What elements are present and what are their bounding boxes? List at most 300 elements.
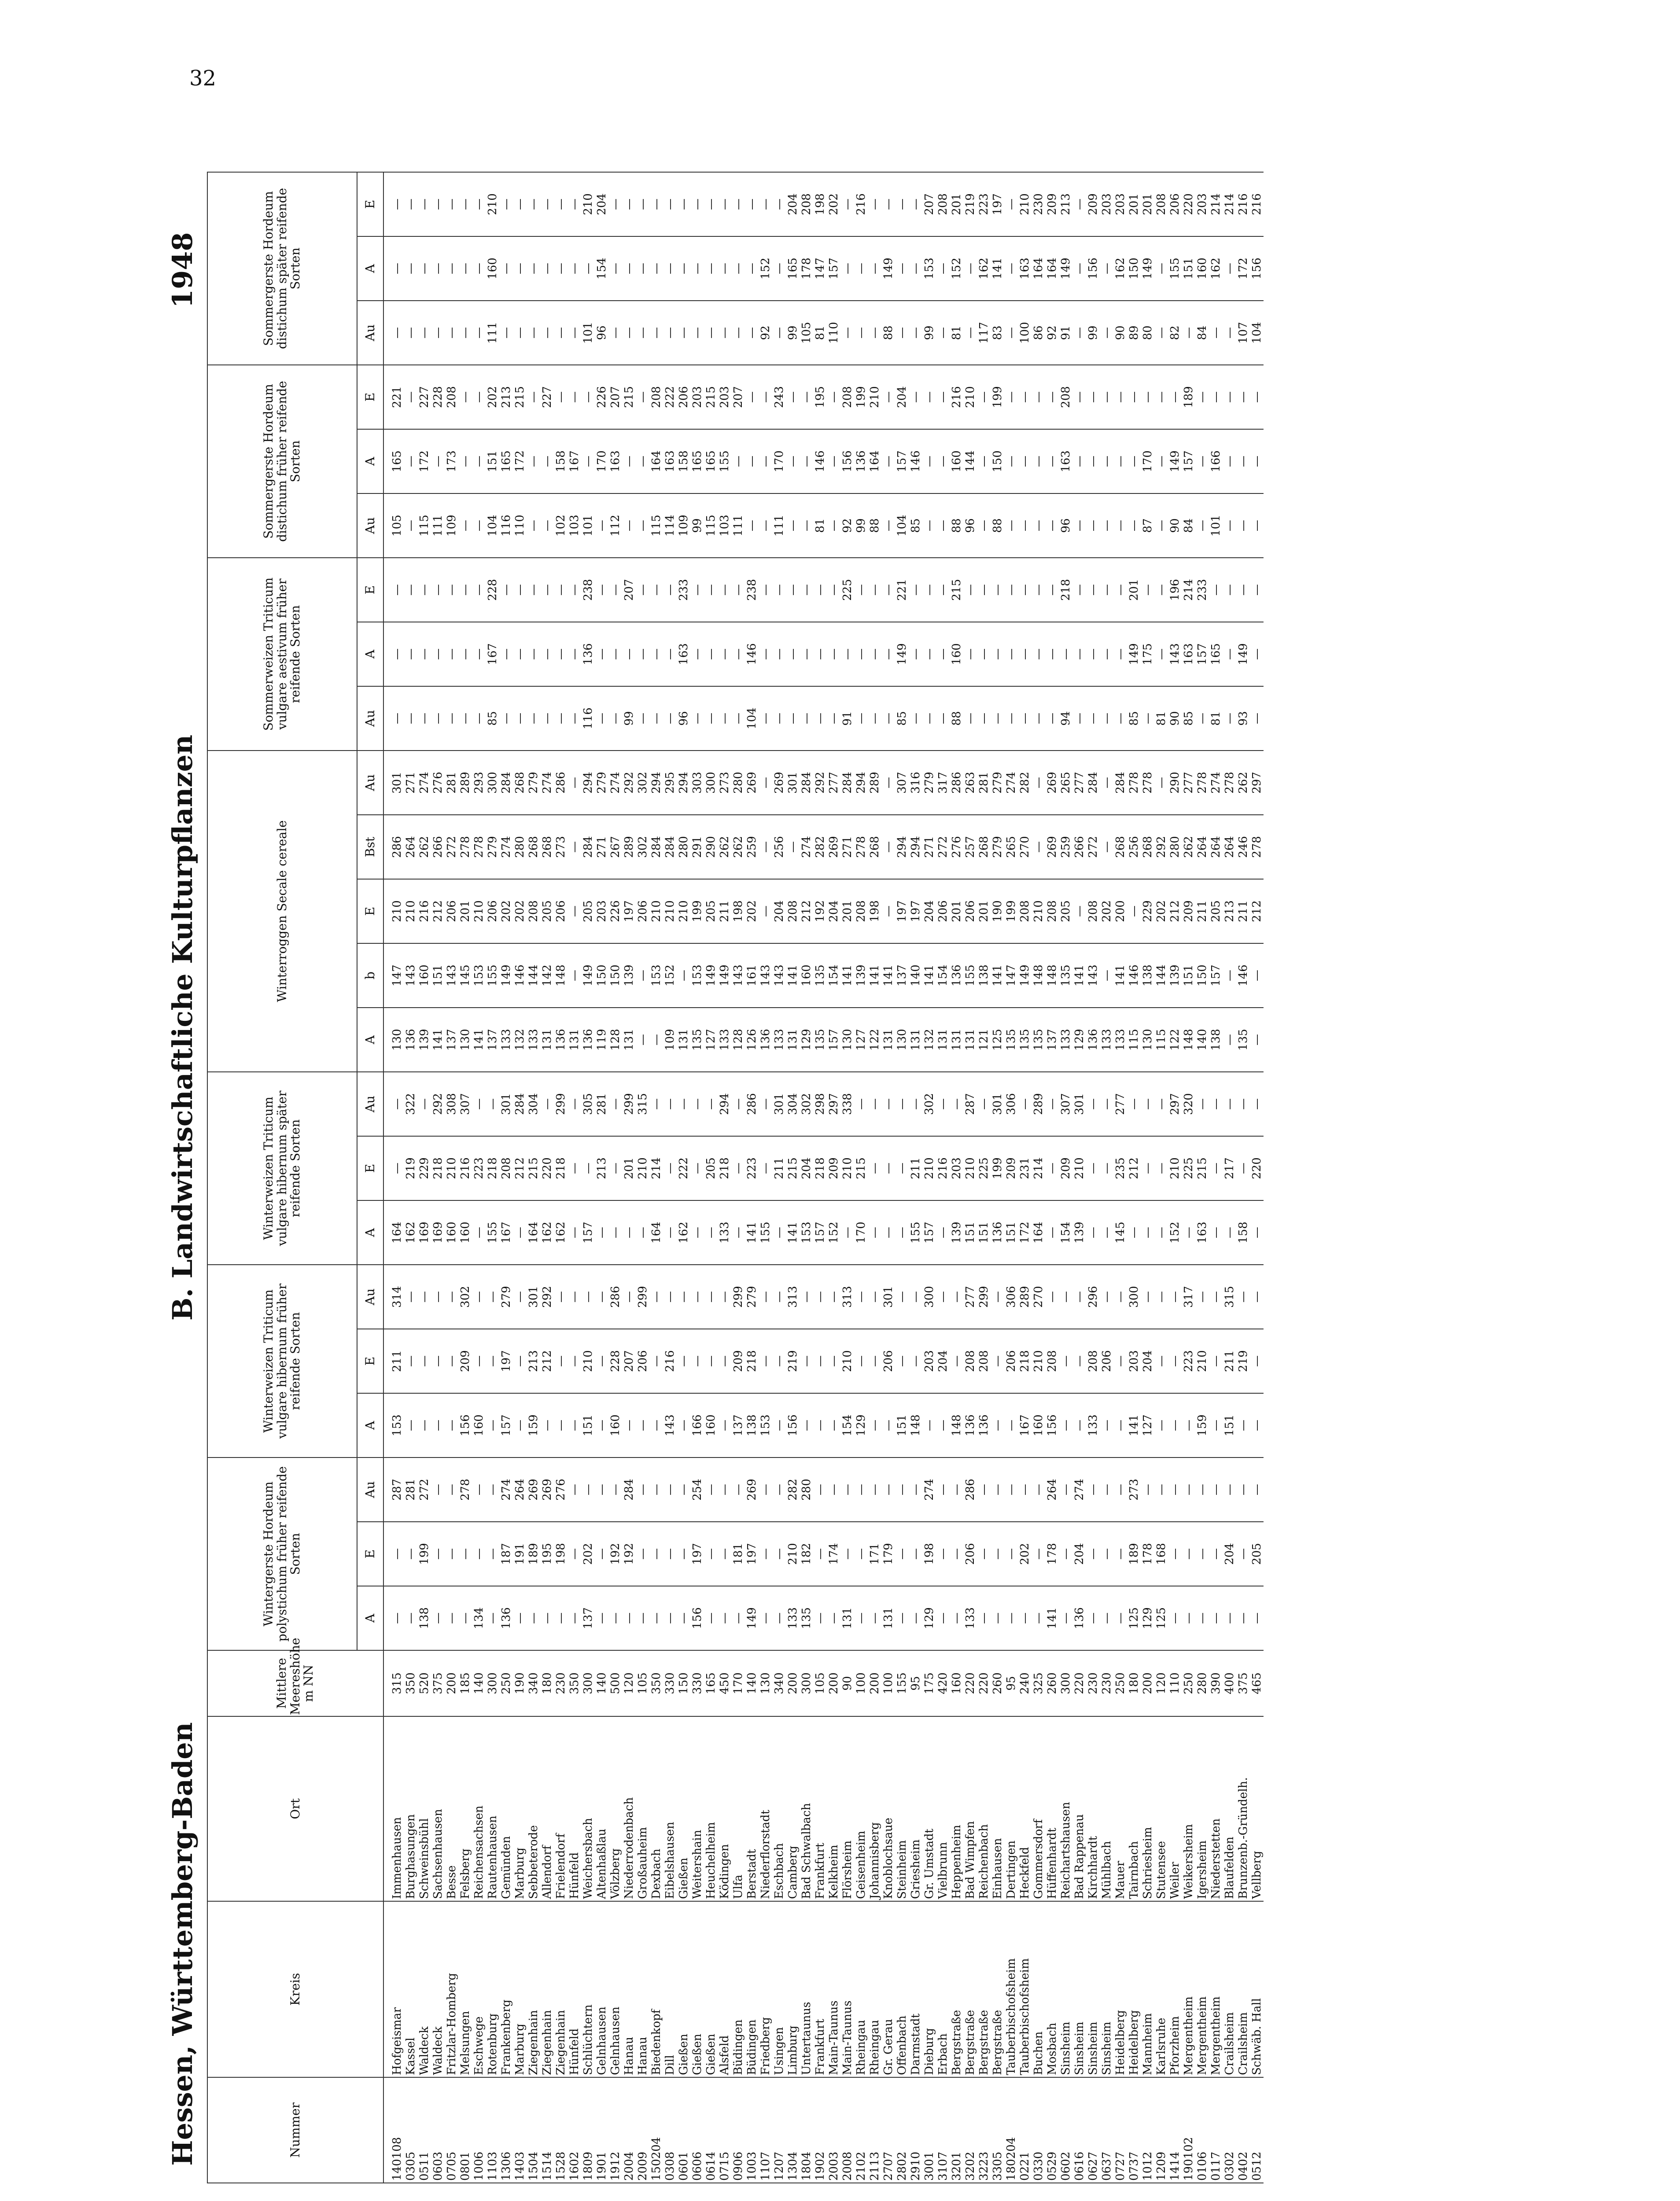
- cell-value: —: [1018, 686, 1032, 751]
- cell-value: —: [1154, 1393, 1168, 1458]
- cell-hoehe: 390: [1209, 1650, 1223, 1716]
- cell-hoehe: 185: [458, 1650, 472, 1716]
- cell-value: —: [581, 1136, 595, 1200]
- cell-value: —: [1113, 1393, 1127, 1458]
- cell-value: —: [567, 1200, 581, 1265]
- cell-value: 307: [1059, 1072, 1072, 1136]
- cell-nummer: 2113: [868, 2077, 881, 2183]
- cell-value: 243: [772, 365, 786, 429]
- cell-value: 197: [745, 1522, 759, 1586]
- cell-value: —: [813, 1586, 827, 1650]
- cell-value: —: [950, 1586, 963, 1650]
- cell-value: —: [1100, 1072, 1113, 1136]
- cell-value: 145: [458, 943, 472, 1008]
- cell-value: 299: [622, 1072, 636, 1136]
- cell-value: 286: [608, 1265, 622, 1329]
- cell-value: 212: [1127, 1136, 1141, 1200]
- cell-value: 206: [1168, 172, 1182, 236]
- cell-value: 210: [677, 879, 690, 943]
- cell-value: —: [922, 1393, 936, 1458]
- cell-value: —: [840, 172, 854, 236]
- cell-value: —: [663, 1265, 677, 1329]
- cell-value: 274: [1004, 751, 1018, 815]
- cell-value: —: [772, 1458, 786, 1522]
- cell-value: —: [1195, 429, 1209, 493]
- sub-col: Au: [357, 1458, 383, 1522]
- table-row: [772, 172, 786, 2183]
- cell-nummer: 1306: [499, 2077, 513, 2183]
- sub-col: Au: [357, 751, 383, 815]
- cell-value: —: [759, 622, 772, 686]
- cell-value: —: [1004, 686, 1018, 751]
- cell-value: 140: [1195, 1008, 1209, 1072]
- cell-value: 195: [813, 365, 827, 429]
- cell-value: 220: [540, 1136, 554, 1200]
- cell-value: 141: [840, 943, 854, 1008]
- cell-value: 163: [677, 622, 690, 686]
- cell-value: 205: [1209, 879, 1223, 943]
- cell-value: 206: [936, 879, 950, 943]
- cell-value: 297: [1168, 1072, 1182, 1136]
- cell-value: 208: [936, 172, 950, 236]
- cell-value: —: [1195, 1458, 1209, 1522]
- cell-value: —: [417, 1265, 431, 1329]
- cell-value: —: [1059, 1393, 1072, 1458]
- cell-value: —: [472, 493, 486, 558]
- cell-value: 197: [895, 879, 909, 943]
- cell-value: —: [731, 429, 745, 493]
- cell-value: 210: [383, 879, 404, 943]
- cell-value: —: [527, 493, 540, 558]
- cell-value: 90: [1168, 686, 1182, 751]
- col-kreis: Kreis: [207, 1901, 383, 2077]
- cell-value: 205: [540, 879, 554, 943]
- cell-value: 162: [404, 1200, 417, 1265]
- cell-value: 150: [1195, 943, 1209, 1008]
- table-row: [445, 172, 458, 2183]
- cell-value: 92: [759, 301, 772, 365]
- cell-value: —: [1086, 686, 1100, 751]
- cell-value: —: [649, 1008, 663, 1072]
- cell-value: 150: [991, 429, 1004, 493]
- cell-nummer: 1809: [581, 2077, 595, 2183]
- cell-value: —: [608, 686, 622, 751]
- cell-kreis: Mannheim: [1141, 1901, 1154, 2077]
- cell-value: —: [813, 1458, 827, 1522]
- cell-value: —: [431, 301, 445, 365]
- cell-value: —: [772, 622, 786, 686]
- table-row: [527, 172, 540, 2183]
- cell-value: 292: [431, 1072, 445, 1136]
- cell-value: —: [881, 815, 895, 879]
- cell-value: 273: [554, 815, 567, 879]
- cell-kreis: Schwäb. Hall: [1250, 1901, 1264, 2077]
- cell-value: —: [527, 429, 540, 493]
- cell-value: 207: [731, 365, 745, 429]
- cell-value: 116: [581, 686, 595, 751]
- cell-value: —: [540, 493, 554, 558]
- cell-value: 137: [581, 1586, 595, 1650]
- cell-value: —: [895, 1072, 909, 1136]
- cell-value: —: [868, 558, 881, 622]
- cell-value: 131: [840, 1586, 854, 1650]
- cell-kreis: Crailsheim: [1223, 1901, 1236, 2077]
- cell-kreis: Fritzlar-Homberg: [445, 1901, 458, 2077]
- cell-value: 141: [881, 943, 895, 1008]
- cell-value: —: [608, 622, 622, 686]
- table-row: [977, 172, 991, 2183]
- cell-value: —: [1004, 172, 1018, 236]
- cell-value: 189: [527, 1522, 540, 1586]
- cell-nummer: 3223: [977, 2077, 991, 2183]
- cell-ort: Großauheim: [636, 1716, 649, 1901]
- cell-value: 210: [404, 879, 417, 943]
- cell-value: —: [922, 558, 936, 622]
- cell-value: 259: [745, 815, 759, 879]
- cell-value: 211: [718, 879, 731, 943]
- cell-value: —: [1236, 1136, 1250, 1200]
- cell-value: 215: [950, 558, 963, 622]
- cell-value: 86: [1032, 301, 1045, 365]
- cell-kreis: Heidelberg: [1113, 1901, 1127, 2077]
- cell-value: 204: [936, 1329, 950, 1393]
- cell-value: —: [881, 1072, 895, 1136]
- cell-value: —: [895, 172, 909, 236]
- cell-value: —: [472, 172, 486, 236]
- sub-col: A: [357, 1200, 383, 1265]
- cell-value: 271: [922, 815, 936, 879]
- cell-value: 203: [690, 365, 704, 429]
- cell-kreis: Main-Taunus: [827, 1901, 840, 2077]
- cell-value: 152: [759, 236, 772, 301]
- cell-value: —: [1223, 1458, 1236, 1522]
- cell-value: 201: [1127, 172, 1141, 236]
- table-row: [1250, 172, 1264, 2183]
- cell-value: —: [417, 1072, 431, 1136]
- table-row: [1045, 172, 1059, 2183]
- cell-value: —: [827, 1458, 840, 1522]
- cell-value: 206: [1004, 1329, 1018, 1393]
- cell-value: —: [881, 172, 895, 236]
- cell-value: —: [895, 1136, 909, 1200]
- cell-value: 212: [799, 879, 813, 943]
- cell-value: —: [383, 1586, 404, 1650]
- cell-value: 135: [813, 943, 827, 1008]
- cell-value: 111: [772, 493, 786, 558]
- cell-value: —: [567, 1586, 581, 1650]
- cell-value: 274: [608, 751, 622, 815]
- cell-value: 96: [595, 301, 608, 365]
- cell-value: —: [950, 1072, 963, 1136]
- cell-value: —: [868, 301, 881, 365]
- cell-kreis: Hünfeld: [567, 1901, 581, 2077]
- table-row: [636, 172, 649, 2183]
- cell-value: —: [690, 1329, 704, 1393]
- cell-value: 133: [1059, 1008, 1072, 1072]
- cell-value: 96: [963, 493, 977, 558]
- cell-value: 313: [786, 1265, 799, 1329]
- cell-kreis: Rheingau: [868, 1901, 881, 2077]
- sub-col: E: [357, 1136, 383, 1200]
- cell-value: 215: [513, 365, 527, 429]
- cell-value: —: [527, 1586, 540, 1650]
- cell-value: —: [595, 1200, 608, 1265]
- cell-value: 204: [895, 365, 909, 429]
- cell-value: 136: [554, 1008, 567, 1072]
- cell-value: —: [1154, 429, 1168, 493]
- cell-value: —: [636, 365, 649, 429]
- cell-value: 225: [977, 1136, 991, 1200]
- cell-value: 207: [922, 172, 936, 236]
- cell-value: —: [1018, 1072, 1032, 1136]
- cell-value: 149: [718, 943, 731, 1008]
- cell-value: 157: [813, 1200, 827, 1265]
- cell-value: 206: [881, 1329, 895, 1393]
- cell-value: 149: [895, 622, 909, 686]
- cell-kreis: Dill: [663, 1901, 677, 2077]
- cell-value: —: [431, 1458, 445, 1522]
- cell-value: —: [404, 365, 417, 429]
- cell-value: —: [991, 622, 1004, 686]
- cell-value: 210: [1032, 1329, 1045, 1393]
- cell-value: 208: [840, 365, 854, 429]
- cell-value: —: [936, 493, 950, 558]
- cell-hoehe: 450: [718, 1650, 731, 1716]
- cell-value: 164: [868, 429, 881, 493]
- cell-ort: Gießen: [677, 1716, 690, 1901]
- cell-value: 214: [649, 1136, 663, 1200]
- cell-value: 264: [404, 815, 417, 879]
- cell-value: —: [1154, 493, 1168, 558]
- cell-value: 292: [813, 751, 827, 815]
- cell-nummer: 0603: [431, 2077, 445, 2183]
- cell-value: 157: [895, 429, 909, 493]
- cell-hoehe: 140: [472, 1650, 486, 1716]
- cell-value: 155: [909, 1200, 922, 1265]
- cell-value: —: [704, 172, 718, 236]
- cell-kreis: Mergentheim: [1182, 1901, 1195, 2077]
- cell-value: —: [909, 1522, 922, 1586]
- cell-nummer: 3001: [922, 2077, 936, 2183]
- cell-value: 308: [445, 1072, 458, 1136]
- cell-ort: Sebbeterode: [527, 1716, 540, 1901]
- cell-hoehe: 160: [950, 1650, 963, 1716]
- table-row: [431, 172, 445, 2183]
- cell-ort: Gemünden: [499, 1716, 513, 1901]
- cell-ort: Rautenhausen: [486, 1716, 499, 1901]
- cell-value: —: [1113, 429, 1127, 493]
- cell-ort: Völzberg: [608, 1716, 622, 1901]
- cell-value: 226: [608, 879, 622, 943]
- cell-value: 284: [1086, 751, 1100, 815]
- cell-hoehe: 200: [445, 1650, 458, 1716]
- cell-value: 274: [417, 751, 431, 815]
- cell-value: —: [431, 1329, 445, 1393]
- cell-value: 269: [1045, 815, 1059, 879]
- cell-value: 152: [663, 943, 677, 1008]
- cell-value: —: [1072, 622, 1086, 686]
- cell-value: 201: [1127, 558, 1141, 622]
- cell-value: 210: [445, 1136, 458, 1200]
- cell-value: 290: [1168, 751, 1182, 815]
- cell-value: —: [1100, 1136, 1113, 1200]
- table-row: [486, 172, 499, 2183]
- cell-value: —: [513, 301, 527, 365]
- cell-value: —: [1250, 622, 1264, 686]
- cell-kreis: Heidelberg: [1127, 1901, 1141, 2077]
- cell-value: 211: [1236, 879, 1250, 943]
- cell-value: 146: [745, 622, 759, 686]
- cell-value: —: [513, 558, 527, 622]
- group-sommergerste-spaet: Sommergerste Hordeum distichum später reifende Sorten: [207, 172, 357, 365]
- cell-hoehe: 155: [895, 1650, 909, 1716]
- cell-value: 133: [786, 1586, 799, 1650]
- cell-value: 231: [1018, 1136, 1032, 1200]
- cell-value: 155: [963, 943, 977, 1008]
- cell-value: 320: [1182, 1072, 1195, 1136]
- cell-value: 91: [1059, 301, 1072, 365]
- cell-value: 229: [1141, 879, 1154, 943]
- cell-value: 219: [963, 172, 977, 236]
- cell-value: 160: [950, 622, 963, 686]
- cell-value: 135: [1032, 1008, 1045, 1072]
- cell-value: —: [513, 622, 527, 686]
- cell-value: 202: [1154, 879, 1168, 943]
- cell-value: 130: [840, 1008, 854, 1072]
- cell-value: 215: [527, 1136, 540, 1200]
- cell-nummer: 0511: [417, 2077, 431, 2183]
- table-row: [718, 172, 731, 2183]
- cell-value: —: [909, 686, 922, 751]
- cell-value: —: [383, 301, 404, 365]
- cell-value: —: [690, 301, 704, 365]
- table-row: [759, 172, 772, 2183]
- cell-value: 289: [868, 751, 881, 815]
- cell-ort: Felsberg: [458, 1716, 472, 1901]
- cell-value: —: [868, 686, 881, 751]
- cell-value: 199: [690, 879, 704, 943]
- cell-value: 223: [745, 1136, 759, 1200]
- cell-ort: Heuchelheim: [704, 1716, 718, 1901]
- cell-value: —: [1032, 751, 1045, 815]
- cell-value: 208: [1059, 365, 1072, 429]
- cell-kreis: Frankfurt: [813, 1901, 827, 2077]
- cell-value: —: [1127, 493, 1141, 558]
- cell-value: 257: [963, 815, 977, 879]
- cell-value: 284: [1113, 751, 1127, 815]
- cell-value: —: [527, 172, 540, 236]
- cell-value: 277: [963, 1265, 977, 1329]
- cell-value: 81: [813, 301, 827, 365]
- cell-value: 165: [690, 429, 704, 493]
- cell-value: 198: [554, 1522, 567, 1586]
- sub-col: E: [357, 1329, 383, 1393]
- cell-value: 152: [827, 1200, 840, 1265]
- cell-value: —: [1236, 1586, 1250, 1650]
- cell-value: —: [513, 236, 527, 301]
- cell-value: 216: [950, 365, 963, 429]
- cell-hoehe: 95: [1004, 1650, 1018, 1716]
- cell-value: 204: [786, 172, 799, 236]
- cell-nummer: 2008: [840, 2077, 854, 2183]
- cell-hoehe: 280: [1195, 1650, 1209, 1716]
- cell-value: —: [1018, 365, 1032, 429]
- cell-value: —: [567, 301, 581, 365]
- cell-value: 141: [991, 943, 1004, 1008]
- cell-value: —: [1168, 1458, 1182, 1522]
- cell-value: —: [622, 429, 636, 493]
- cell-value: 136: [854, 429, 868, 493]
- table-row: [595, 172, 608, 2183]
- cell-nummer: 0305: [404, 2077, 417, 2183]
- cell-kreis: Untertaunus: [799, 1901, 813, 2077]
- cell-value: —: [1168, 1586, 1182, 1650]
- table-row: [704, 172, 718, 2183]
- cell-kreis: Bergstraße: [950, 1901, 963, 2077]
- cell-hoehe: 110: [1168, 1650, 1182, 1716]
- cell-value: 112: [608, 493, 622, 558]
- cell-value: —: [772, 558, 786, 622]
- cell-value: —: [1072, 879, 1086, 943]
- cell-hoehe: 350: [567, 1650, 581, 1716]
- cell-value: —: [909, 1458, 922, 1522]
- cell-value: 88: [868, 493, 881, 558]
- cell-value: —: [813, 558, 827, 622]
- cell-value: —: [458, 493, 472, 558]
- cell-value: 151: [977, 1200, 991, 1265]
- cell-ort: Heckfeld: [1018, 1716, 1032, 1901]
- cell-value: 262: [718, 815, 731, 879]
- cell-value: —: [786, 429, 799, 493]
- cell-value: 151: [895, 1393, 909, 1458]
- cell-value: 174: [827, 1522, 840, 1586]
- cell-kreis: Offenbach: [895, 1901, 909, 2077]
- cell-value: 207: [608, 365, 622, 429]
- cell-value: —: [458, 1586, 472, 1650]
- cell-value: 227: [540, 365, 554, 429]
- cell-hoehe: 220: [1072, 1650, 1086, 1716]
- cell-value: —: [622, 172, 636, 236]
- cell-value: —: [649, 622, 663, 686]
- cell-value: —: [1141, 1265, 1154, 1329]
- cell-nummer: 140108: [383, 2077, 404, 2183]
- cell-value: —: [1004, 1586, 1018, 1650]
- cell-value: 144: [1154, 943, 1168, 1008]
- cell-value: —: [527, 236, 540, 301]
- cell-value: —: [431, 1586, 445, 1650]
- cell-value: —: [922, 493, 936, 558]
- cell-value: 141: [1127, 1393, 1141, 1458]
- cell-nummer: 0727: [1113, 2077, 1127, 2183]
- cell-value: —: [759, 1586, 772, 1650]
- cell-value: 274: [540, 751, 554, 815]
- cell-value: —: [827, 686, 840, 751]
- cell-value: —: [663, 1586, 677, 1650]
- cell-value: 264: [513, 1458, 527, 1522]
- col-nummer: Nummer: [207, 2077, 383, 2183]
- cell-value: 270: [1018, 815, 1032, 879]
- table-row: [895, 172, 909, 2183]
- cell-value: 204: [595, 172, 608, 236]
- cell-hoehe: 350: [649, 1650, 663, 1716]
- sub-col: A: [357, 1008, 383, 1072]
- cell-value: —: [977, 1586, 991, 1650]
- cell-ort: Berstadt: [745, 1716, 759, 1901]
- cell-value: —: [431, 558, 445, 622]
- cell-value: 141: [472, 1008, 486, 1072]
- cell-value: —: [431, 622, 445, 686]
- cell-value: 128: [608, 1008, 622, 1072]
